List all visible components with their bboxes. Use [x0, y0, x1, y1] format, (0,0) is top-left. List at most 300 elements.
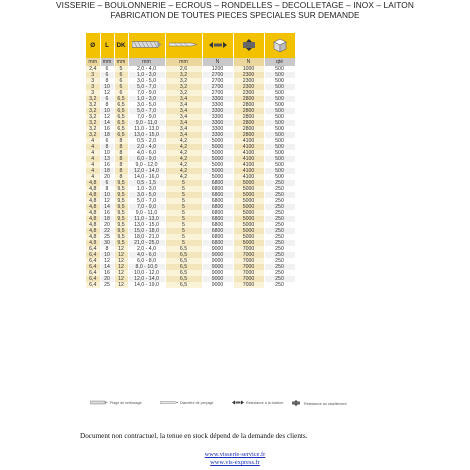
table-cell: 6 — [114, 84, 128, 90]
table-cell: 2700 — [202, 78, 233, 84]
table-cell: 8 — [100, 144, 114, 150]
unit-cell: mm — [100, 58, 114, 66]
table-cell: 10 — [100, 84, 114, 90]
table-cell: 18 — [100, 168, 114, 174]
table-cell: 5 — [165, 186, 202, 192]
table-cell: 12 — [114, 282, 128, 288]
table-cell: 5000 — [202, 144, 233, 150]
table-cell: 9,0 - 11,0 — [128, 120, 165, 126]
table-cell: 250 — [264, 240, 295, 246]
table-cell: 8 — [114, 168, 128, 174]
table-cell: 5000 — [233, 222, 264, 228]
table-cell: 14 — [100, 264, 114, 270]
table-cell: 2300 — [233, 72, 264, 78]
header-quantity — [264, 33, 295, 58]
table-cell: 2800 — [233, 126, 264, 132]
table-cell: 12 — [114, 276, 128, 282]
footer-links — [0, 451, 470, 467]
unit-cell: mm — [128, 58, 165, 66]
header-length: L — [100, 33, 114, 58]
table-cell: 12 — [100, 114, 114, 120]
pilot-hole-drill-icon — [160, 400, 178, 406]
table-cell: 9,5 — [114, 204, 128, 210]
table-cell: 3300 — [202, 132, 233, 138]
table-cell: 4100 — [233, 174, 264, 180]
table-cell: 6800 — [202, 234, 233, 240]
table-cell: 5 — [165, 234, 202, 240]
table-cell: 250 — [264, 210, 295, 216]
table-cell: 8 — [114, 150, 128, 156]
table-cell: 3300 — [202, 126, 233, 132]
table-cell: 16 — [100, 162, 114, 168]
table-cell: 500 — [264, 72, 295, 78]
table-cell: 6800 — [202, 186, 233, 192]
table-cell: 4,2 — [165, 162, 202, 168]
table-cell: 6,5 — [165, 264, 202, 270]
table-cell: 6800 — [202, 222, 233, 228]
table-cell: 2700 — [202, 84, 233, 90]
table-cell: 500 — [264, 102, 295, 108]
table-cell: 5 — [165, 198, 202, 204]
drilling-tip-icon — [132, 40, 162, 51]
table-cell: 2300 — [233, 90, 264, 96]
table-cell: 8 — [100, 186, 114, 192]
table-cell: 2800 — [233, 102, 264, 108]
table-cell: 4 — [86, 156, 100, 162]
table-cell: 6,5 — [114, 126, 128, 132]
table-cell: 3,2 — [86, 102, 100, 108]
website-link-visserie-service[interactable]: www.visserie-service.fr — [204, 451, 266, 458]
table-cell: 4 — [86, 144, 100, 150]
table-cell: 250 — [264, 222, 295, 228]
table-cell: 6,5 — [165, 276, 202, 282]
unit-cell: N — [202, 58, 233, 66]
table-cell: 4 — [86, 162, 100, 168]
table-cell: 9,5 — [114, 180, 128, 186]
header-head-diameter: DK — [114, 33, 128, 58]
table-cell: 9000 — [202, 270, 233, 276]
table-cell: 3 — [86, 72, 100, 78]
table-cell: 6800 — [202, 240, 233, 246]
table-cell: 250 — [264, 258, 295, 264]
legend-label: Résistance à la traction — [246, 401, 284, 405]
table-cell: 5000 — [202, 168, 233, 174]
table-cell: 6800 — [202, 228, 233, 234]
table-cell: 4,8 — [86, 240, 100, 246]
table-cell: 6800 — [202, 210, 233, 216]
table-cell: 3,2 — [86, 132, 100, 138]
table-cell: 3,2 — [86, 114, 100, 120]
table-cell: 4 — [86, 138, 100, 144]
table-cell: 500 — [264, 84, 295, 90]
table-unit-header — [86, 58, 295, 66]
table-cell: 5000 — [202, 162, 233, 168]
table-cell: 5,0 - 7,0 — [128, 198, 165, 204]
table-cell: 18 — [100, 132, 114, 138]
table-cell: 9,0 - 11,0 — [128, 210, 165, 216]
table-cell: 4,2 — [165, 144, 202, 150]
unit-cell: qté — [264, 58, 295, 66]
table-cell: 4,8 — [86, 180, 100, 186]
table-cell: 5000 — [233, 228, 264, 234]
table-cell: 4100 — [233, 168, 264, 174]
table-cell: 6,5 — [165, 270, 202, 276]
unit-cell: N — [233, 58, 264, 66]
table-cell: 4,8 — [86, 216, 100, 222]
table-cell: 7000 — [233, 276, 264, 282]
table-cell: 6 — [114, 78, 128, 84]
table-cell: 3300 — [202, 120, 233, 126]
table-cell: 4100 — [233, 156, 264, 162]
table-cell: 5000 — [233, 180, 264, 186]
table-cell: 8 — [114, 156, 128, 162]
legend-label: Plage de sertissage — [110, 401, 142, 405]
table-cell: 14,0 - 19,0 — [128, 282, 165, 288]
table-cell: 4,8 — [86, 234, 100, 240]
table-cell: 6,5 — [114, 114, 128, 120]
table-cell: 5000 — [233, 198, 264, 204]
table-cell: 500 — [264, 114, 295, 120]
table-cell: 20 — [100, 276, 114, 282]
table-cell: 12 — [114, 246, 128, 252]
table-cell: 4,2 — [165, 150, 202, 156]
table-cell: 9000 — [202, 258, 233, 264]
table-cell: 2300 — [233, 78, 264, 84]
table-cell: 2700 — [202, 90, 233, 96]
spec-table-body — [86, 66, 295, 288]
table-cell: 4 — [86, 150, 100, 156]
table-cell: 500 — [264, 156, 295, 162]
table-cell: 2,4 — [86, 66, 100, 72]
table-cell: 10 — [100, 108, 114, 114]
table-cell: 25 — [100, 234, 114, 240]
table-cell: 6 — [100, 72, 114, 78]
table-cell: 6,4 — [86, 252, 100, 258]
table-cell: 9000 — [202, 282, 233, 288]
table-cell: 8 — [114, 174, 128, 180]
table-cell: 3300 — [202, 108, 233, 114]
table-cell: 12 — [114, 264, 128, 270]
table-cell: 6800 — [202, 204, 233, 210]
legend-label: Diamètre de perçage — [180, 401, 214, 405]
table-cell: 5 — [114, 66, 128, 72]
table-cell: 9,5 — [114, 192, 128, 198]
header-shear-strength — [233, 33, 264, 58]
table-cell: 6,4 — [86, 258, 100, 264]
table-cell: 22 — [100, 228, 114, 234]
table-cell: 4,8 — [86, 210, 100, 216]
table-cell: 11,0 - 13,0 — [128, 126, 165, 132]
table-cell: 20 — [100, 174, 114, 180]
table-cell: 9000 — [202, 264, 233, 270]
table-cell: 12 — [100, 198, 114, 204]
table-cell: 500 — [264, 90, 295, 96]
table-cell: 9000 — [202, 246, 233, 252]
legend-item — [290, 400, 347, 407]
shear-strength-icon — [290, 400, 302, 407]
table-cell: 8 — [114, 144, 128, 150]
table-cell: 7000 — [233, 246, 264, 252]
table-cell: 250 — [264, 234, 295, 240]
table-cell: 15,0 - 18,0 — [128, 228, 165, 234]
table-cell: 250 — [264, 246, 295, 252]
table-cell: 3,2 — [86, 108, 100, 114]
table-cell: 8 — [100, 78, 114, 84]
quantity-box-icon — [272, 38, 288, 54]
table-cell: 250 — [264, 198, 295, 204]
table-cell: 6800 — [202, 198, 233, 204]
table-cell: 30 — [100, 240, 114, 246]
table-cell: 10 — [100, 192, 114, 198]
table-cell: 7000 — [233, 252, 264, 258]
table-cell: 4,8 — [86, 186, 100, 192]
table-cell: 500 — [264, 138, 295, 144]
table-cell: 9,5 — [114, 228, 128, 234]
table-cell: 6800 — [202, 216, 233, 222]
table-cell: 2,0 - 4,0 — [128, 66, 165, 72]
table-cell: 6 — [100, 96, 114, 102]
table-cell: 3,4 — [165, 108, 202, 114]
table-cell: 250 — [264, 228, 295, 234]
table-cell: 3 — [86, 78, 100, 84]
table-cell: 5000 — [233, 234, 264, 240]
website-link-vis-express[interactable]: www.vis-express.fr — [210, 459, 260, 466]
table-cell: 4 — [86, 174, 100, 180]
table-cell: 8 — [114, 138, 128, 144]
table-cell: 7,0 - 9,0 — [128, 114, 165, 120]
table-cell: 4,8 — [86, 228, 100, 234]
unit-cell: mm — [86, 58, 100, 66]
table-cell: 4,8 — [86, 198, 100, 204]
table-cell: 1200 — [202, 66, 233, 72]
table-cell: 5000 — [233, 216, 264, 222]
legend-label: Résistance au cisaillement — [304, 401, 347, 406]
table-cell: 250 — [264, 216, 295, 222]
table-cell: 6800 — [202, 180, 233, 186]
tensile-strength-icon — [232, 400, 244, 406]
table-cell: 5 — [165, 192, 202, 198]
table-cell: 3,2 — [165, 78, 202, 84]
table-cell: 6,4 — [86, 282, 100, 288]
table-cell: 5000 — [233, 240, 264, 246]
table-cell: 9,5 — [114, 240, 128, 246]
table-cell: 4,2 — [165, 156, 202, 162]
table-cell: 5000 — [233, 210, 264, 216]
table-cell: 5,0 - 7,0 — [128, 108, 165, 114]
table-cell: 4100 — [233, 138, 264, 144]
table-cell: 4100 — [233, 144, 264, 150]
table-cell: 11,0 - 13,0 — [128, 216, 165, 222]
table-cell: 8,0 - 10,0 — [128, 264, 165, 270]
table-cell: 16 — [100, 270, 114, 276]
header-tensile-strength — [202, 33, 233, 58]
table-cell: 3,4 — [165, 102, 202, 108]
table-cell: 2,0 - 4,0 — [128, 246, 165, 252]
table-cell: 4,8 — [86, 192, 100, 198]
table-cell: 13,0 - 15,0 — [128, 222, 165, 228]
table-cell: 2300 — [233, 84, 264, 90]
table-cell: 4100 — [233, 162, 264, 168]
table-cell: 500 — [264, 150, 295, 156]
table-cell: 250 — [264, 186, 295, 192]
table-cell: 2800 — [233, 96, 264, 102]
table-cell: 5000 — [202, 174, 233, 180]
table-cell: 250 — [264, 276, 295, 282]
header-drill-diameter — [165, 33, 202, 58]
table-cell: 6,5 — [165, 258, 202, 264]
table-cell: 5000 — [202, 138, 233, 144]
table-cell: 250 — [264, 282, 295, 288]
table-cell: 6,4 — [86, 246, 100, 252]
table-cell: 500 — [264, 66, 295, 72]
drilling-tip-icon — [90, 400, 108, 406]
table-cell: 3 — [86, 84, 100, 90]
table-cell: 500 — [264, 162, 295, 168]
table-cell: 8 — [100, 246, 114, 252]
header-diameter: Ø — [86, 33, 100, 58]
table-cell: 10 — [100, 252, 114, 258]
table-cell: 7000 — [233, 264, 264, 270]
table-cell: 3,4 — [165, 132, 202, 138]
table-cell: 250 — [264, 192, 295, 198]
table-cell: 12,0 - 14,0 — [128, 168, 165, 174]
table-cell: 13 — [100, 156, 114, 162]
table-cell: 5000 — [233, 186, 264, 192]
table-cell: 3,2 — [165, 90, 202, 96]
table-cell: 3,2 — [86, 96, 100, 102]
table-cell: 0,5 - 1,5 — [128, 180, 165, 186]
tensile-strength-icon — [208, 40, 228, 52]
table-cell: 3,2 — [86, 126, 100, 132]
table-cell: 2,6 — [165, 66, 202, 72]
table-cell: 4,2 — [165, 168, 202, 174]
table-cell: 14,0 - 16,0 — [128, 174, 165, 180]
table-cell: 9000 — [202, 276, 233, 282]
table-cell: 6,0 - 9,0 — [128, 156, 165, 162]
table-cell: 4100 — [233, 150, 264, 156]
table-cell: 3,4 — [165, 96, 202, 102]
table-cell: 18,0 - 21,0 — [128, 234, 165, 240]
table-cell: 5 — [165, 228, 202, 234]
header-line-2: FABRICATION DE TOUTES PIECES SPECIALES SUR DEMANDE — [110, 10, 360, 20]
table-cell: 16 — [100, 210, 114, 216]
table-cell: 10 — [100, 150, 114, 156]
table-cell: 10,0 - 12,0 — [128, 270, 165, 276]
table-cell: 1000 — [233, 66, 264, 72]
table-cell: 3,2 — [86, 120, 100, 126]
table-cell: 8 — [114, 162, 128, 168]
table-cell: 250 — [264, 270, 295, 276]
table-cell: 13,0 - 15,0 — [128, 132, 165, 138]
table-cell: 0,5 - 2,0 — [128, 138, 165, 144]
table-cell: 6,5 — [114, 120, 128, 126]
table-cell: 9,5 — [114, 198, 128, 204]
table-cell: 6,5 — [165, 246, 202, 252]
table-cell: 6,5 — [114, 102, 128, 108]
table-cell: 9,5 — [114, 222, 128, 228]
table-cell: 500 — [264, 78, 295, 84]
header-line-1: VISSERIE – BOULONNERIE – ECROUS – RONDELLES – DECOLLETAGE – INOX – LAITON — [56, 0, 414, 10]
table-cell: 6,5 — [114, 96, 128, 102]
table-cell: 12 — [114, 258, 128, 264]
table-cell: 9,5 — [114, 210, 128, 216]
pilot-hole-drill-icon — [169, 40, 199, 51]
table-cell: 1,0 - 3,0 — [128, 72, 165, 78]
table-cell: 7000 — [233, 282, 264, 288]
table-cell: 4,0 - 6,0 — [128, 252, 165, 258]
table-cell: 2800 — [233, 108, 264, 114]
table-cell: 9000 — [202, 252, 233, 258]
table-cell: 4,8 — [86, 222, 100, 228]
table-cell: 6,4 — [86, 270, 100, 276]
table-cell: 250 — [264, 252, 295, 258]
legend-item — [232, 400, 283, 406]
spec-table — [86, 33, 296, 288]
table-cell: 5 — [165, 216, 202, 222]
table-cell: 3 — [86, 90, 100, 96]
table-cell: 1,0 - 3,0 — [128, 96, 165, 102]
table-cell: 7,0 - 9,0 — [128, 90, 165, 96]
table-cell: 2800 — [233, 114, 264, 120]
table-cell: 4,0 - 6,0 — [128, 150, 165, 156]
document-header — [0, 0, 470, 20]
table-cell: 12 — [100, 258, 114, 264]
table-cell: 20 — [100, 222, 114, 228]
unit-cell: mm — [165, 58, 202, 66]
table-cell: 3,4 — [165, 114, 202, 120]
table-cell: 5000 — [202, 156, 233, 162]
table-cell: 6800 — [202, 192, 233, 198]
legend-item — [160, 400, 214, 406]
table-cell: 16 — [100, 126, 114, 132]
table-cell: 250 — [264, 264, 295, 270]
table-cell: 4,2 — [165, 138, 202, 144]
shear-strength-icon — [239, 39, 259, 53]
table-cell: 6 — [100, 180, 114, 186]
table-cell: 500 — [264, 120, 295, 126]
table-cell: 6,5 — [165, 282, 202, 288]
table-cell: 2800 — [233, 132, 264, 138]
table-cell: 3300 — [202, 96, 233, 102]
table-cell: 6,5 — [114, 132, 128, 138]
table-cell: 4,2 — [165, 174, 202, 180]
table-cell: 500 — [264, 168, 295, 174]
table-cell: 3,0 - 5,0 — [128, 102, 165, 108]
table-cell: 500 — [264, 126, 295, 132]
table-cell: 12 — [114, 270, 128, 276]
table-cell: 7,0 - 9,0 — [128, 204, 165, 210]
table-cell: 9,5 — [114, 234, 128, 240]
table-cell: 5 — [165, 180, 202, 186]
table-cell: 7000 — [233, 258, 264, 264]
table-cell: 6,5 — [114, 108, 128, 114]
table-cell: 5000 — [202, 150, 233, 156]
table-cell: 1,0 - 3,0 — [128, 186, 165, 192]
table-cell: 3,2 — [165, 72, 202, 78]
table-cell: 6,4 — [86, 264, 100, 270]
table-cell: 3300 — [202, 102, 233, 108]
table-cell: 2,0 - 4,0 — [128, 144, 165, 150]
table-cell: 6 — [114, 72, 128, 78]
table-cell: 6 — [100, 66, 114, 72]
table-cell: 12,0 - 14,0 — [128, 276, 165, 282]
table-cell: 8 — [100, 102, 114, 108]
table-cell: 9,5 — [114, 216, 128, 222]
table-icon-header — [86, 33, 295, 58]
table-cell: 5000 — [233, 192, 264, 198]
table-cell: 6,5 — [165, 252, 202, 258]
table-cell: 5 — [165, 222, 202, 228]
